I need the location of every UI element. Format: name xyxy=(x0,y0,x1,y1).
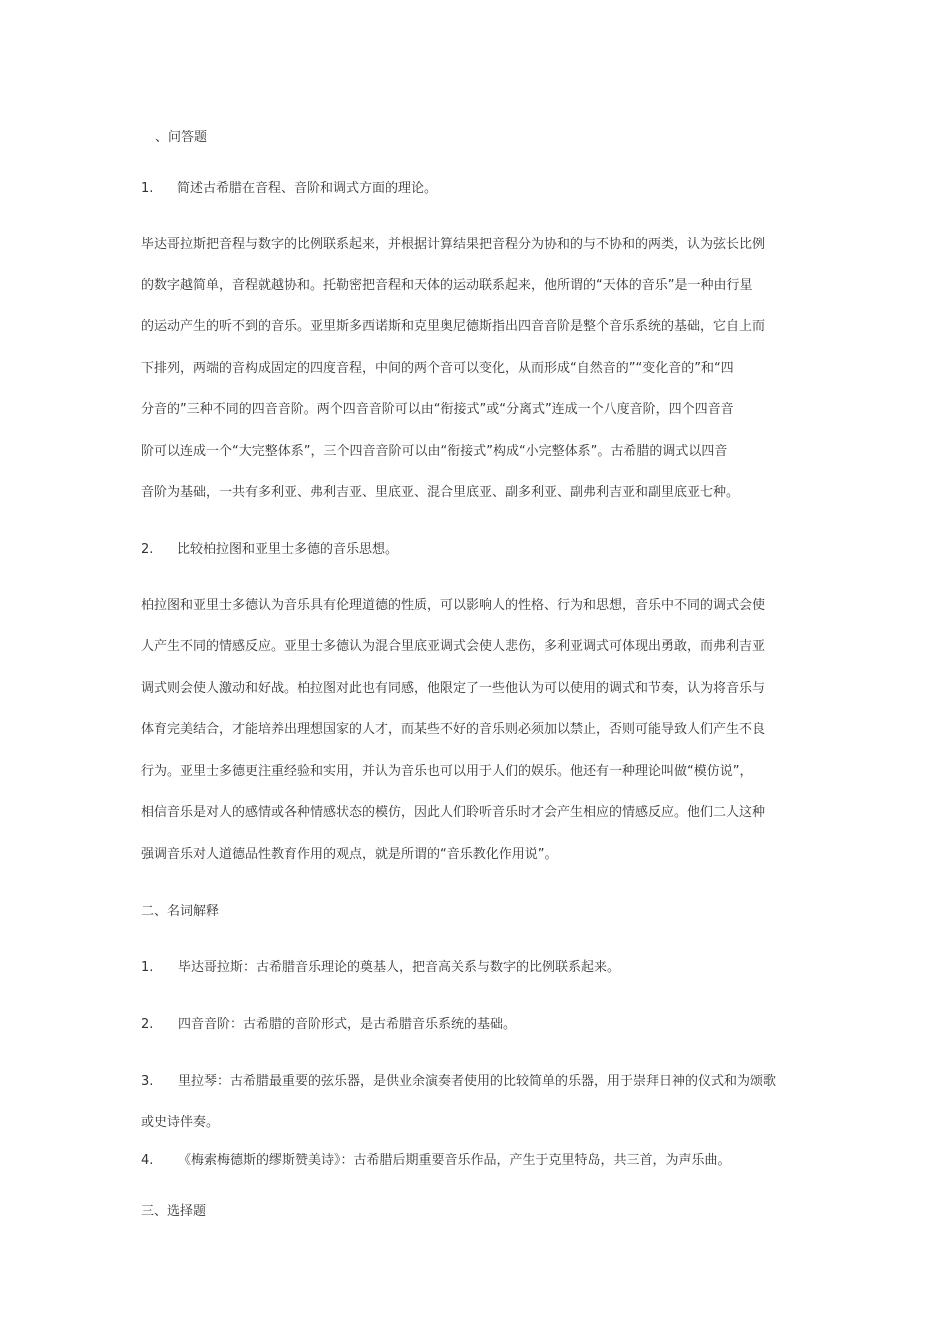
term-text: 毕达哥拉斯：古希腊音乐理论的奠基人，把音高关系与数字的比例联系起来。 xyxy=(178,960,621,975)
question-number: 2. xyxy=(141,542,154,557)
term-item xyxy=(141,959,620,977)
term-continuation: 或史诗伴奏。 xyxy=(141,1115,220,1130)
section-heading-qa: 、问答题 xyxy=(155,130,208,145)
term-number: 3. xyxy=(141,1074,154,1089)
question-2 xyxy=(141,541,398,559)
question-number: 1. xyxy=(141,181,154,196)
section-heading-terms: 二、名词解释 xyxy=(141,904,220,919)
term-item xyxy=(141,1152,731,1170)
answer-line: 毕达哥拉斯把音程与数字的比例联系起来，并根据计算结果把音程分为协和的与不协和的两类，认为弦长比例 xyxy=(141,237,766,252)
term-number: 2. xyxy=(141,1017,154,1032)
answer-line: 人产生不同的情感反应。亚里士多德认为混合里底亚调式会使人悲伤，多利亚调式可体现出勇敢，而弗利吉亚 xyxy=(141,639,766,654)
section-heading-choice: 三、选择题 xyxy=(141,1204,207,1219)
answer-line: 的数字越简单，音程就越协和。托勒密把音程和天体的运动联系起来，他所谓的“天体的音乐”是一种由行星 xyxy=(141,278,753,293)
term-number: 1. xyxy=(141,960,154,975)
answer-line: 分音的”三种不同的四音音阶。两个四音音阶可以由“衔接式”或“分离式”连成一个八度音阶，四个四音音 xyxy=(141,402,734,417)
question-text: 比较柏拉图和亚里士多德的音乐思想。 xyxy=(177,542,399,557)
answer-line: 的运动产生的听不到的音乐。亚里斯多西诺斯和克里奥尼德斯指出四音音阶是整个音乐系统的基础，它自上而 xyxy=(141,319,766,334)
answer-line: 调式则会使人激动和好战。柏拉图对此也有同感，他限定了一些他认为可以使用的调式和节奏，认为将音乐与 xyxy=(141,681,766,696)
answer-line: 体育完美结合，才能培养出理想国家的人才，而某些不好的音乐则必须加以禁止，否则可能导致人们产生不良 xyxy=(141,722,766,737)
term-item xyxy=(141,1016,516,1034)
answer-line: 阶可以连成一个“大完整体系”，三个四音音阶可以由“衔接式”构成“小完整体系”。古希腊的调式以四音 xyxy=(141,444,728,459)
term-text: 《梅索梅德斯的缪斯赞美诗》：古希腊后期重要音乐作品，产生于克里特岛，共三首，为声乐曲。 xyxy=(178,1153,731,1168)
answer-line: 相信音乐是对人的感情或各种情感状态的模仿，因此人们聆听音乐时才会产生相应的情感反应。他们二人这种 xyxy=(141,805,766,820)
term-text: 四音音阶：古希腊的音阶形式，是古希腊音乐系统的基础。 xyxy=(178,1017,517,1032)
question-1 xyxy=(141,180,437,198)
answer-line: 强调音乐对人道德品性教育作用的观点，就是所谓的“音乐教化作用说”。 xyxy=(141,847,558,862)
term-text: 里拉琴：古希腊最重要的弦乐器，是供业余演奏者使用的比较简单的乐器，用于崇拜日神的仪式和为颂歌 xyxy=(178,1074,777,1089)
term-number: 4. xyxy=(141,1153,154,1168)
question-text: 简述古希腊在音程、音阶和调式方面的理论。 xyxy=(177,181,438,196)
answer-line: 行为。亚里士多德更注重经验和实用，并认为音乐也可以用于人们的娱乐。他还有一种理论叫做“模仿说”， xyxy=(141,764,753,779)
answer-line: 柏拉图和亚里士多德认为音乐具有伦理道德的性质，可以影响人的性格、行为和思想，音乐中不同的调式会使 xyxy=(141,598,766,613)
term-item xyxy=(141,1073,776,1091)
answer-line: 下排列，两端的音构成固定的四度音程，中间的两个音可以变化，从而形成“自然音的”“变化音的”和“四 xyxy=(141,361,734,376)
answer-line: 音阶为基础，一共有多利亚、弗利吉亚、里底亚、混合里底亚、副多利亚、副弗利吉亚和副里底亚七种。 xyxy=(141,485,740,500)
